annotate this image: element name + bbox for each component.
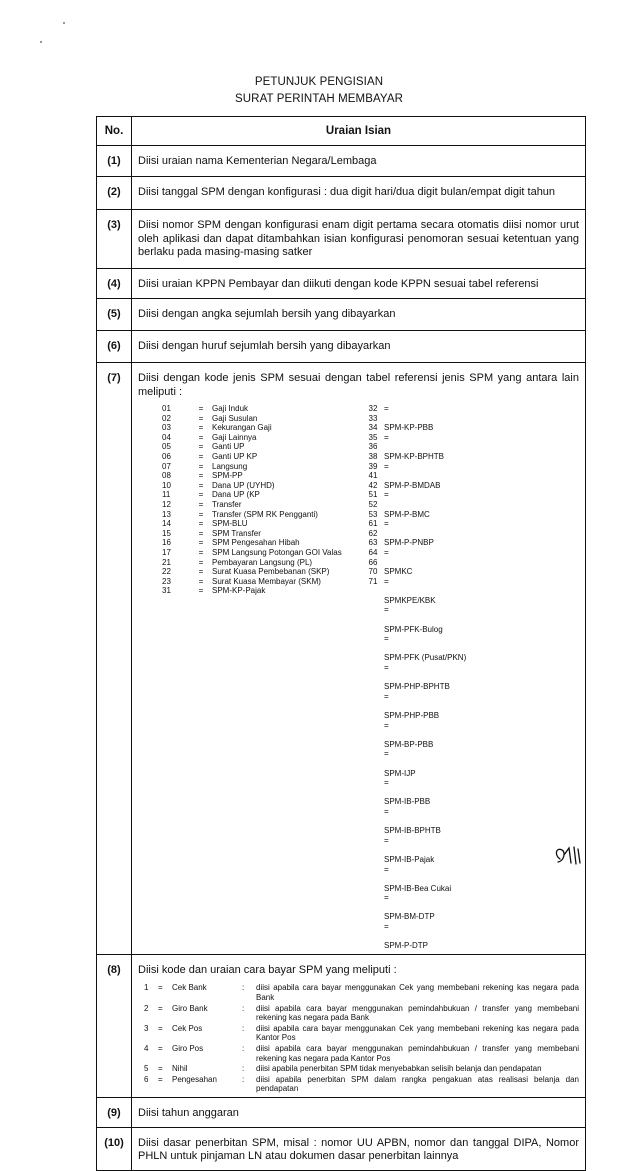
spm-code: 64 [368,547,378,557]
spm-name [384,836,554,865]
spm-code: 07 [162,461,171,471]
spm-name-text: SPM-BP-PBB [384,739,434,749]
equals-sign: = [384,893,389,903]
pay-name: Giro Bank [172,1003,208,1013]
spm-code: 53 [368,509,378,519]
pay-code: 1 [144,983,149,993]
spm-name: SPM-KP-Pajak [212,586,266,596]
pay-desc: diisi apabila cara bayar menggunakan Cek yang membebani rekening kas negara pada Bank [256,983,579,1002]
equals-sign: = [198,499,204,509]
equals-sign: = [384,547,389,557]
spm-code: 34 [368,423,378,433]
spm-name-text: SPM-PHP-BPHTB [384,682,450,692]
spm-name-text: SPM-PHP-PBB [384,711,440,720]
equals-sign: = [198,413,204,423]
spm-name: SPM Transfer [212,528,261,538]
spm-code: 36 [368,442,378,452]
equals-sign: = [384,432,389,442]
pay-desc: diisi apabila cara bayar menggunakan pemindahbukuan / transfer yang membebani rekening kas negara pada Bank [256,1003,579,1023]
equals-sign: = [198,557,204,567]
equals-sign: = [158,1043,163,1053]
spm-name [384,634,554,663]
spm-name [384,721,554,750]
spm-name-text: SPM-BM-DTP [384,912,435,922]
spm-name [384,404,554,433]
table-row [97,363,586,955]
pay-code: 5 [144,1064,149,1074]
equals-sign: = [198,528,204,538]
spm-name [384,605,554,634]
spm-codes-right-code-col [362,404,384,951]
spm-code: 41 [368,471,378,481]
spm-name-text: SPM-IB-Pajak [384,854,435,864]
row-text: Diisi kode dan uraian cara bayar SPM yang meliputi : [138,963,397,976]
colon: : [242,1043,245,1053]
equals-sign: = [384,835,389,845]
spm-name [384,749,554,778]
equals-sign: = [198,471,204,481]
spm-code: 11 [162,490,171,500]
table-row [97,210,586,269]
table-row [97,146,586,177]
spm-code: 70 [368,567,378,577]
spm-name: Gaji Induk [212,404,249,413]
equals-sign: = [198,480,204,490]
pay-code: 4 [144,1043,149,1053]
spm-code: 66 [368,557,378,567]
pay-name: Nihil [172,1064,188,1074]
equals-sign: = [198,509,204,519]
column-header-uraian: Uraian Isian [132,117,586,146]
spm-codes-left-eq-col [190,404,212,951]
table-row [97,331,586,363]
table-row [97,177,586,210]
equals-sign: = [384,605,389,615]
spm-code: 04 [162,432,171,442]
document-title: PETUNJUK PENGISIAN [254,76,384,88]
spm-name [384,433,554,462]
spm-code: 21 [162,557,171,567]
pay-code: 3 [144,1023,149,1033]
row-text: Diisi dengan angka sejumlah bersih yang dibayarkan [132,299,586,331]
spm-name [384,922,554,951]
equals-sign: = [384,404,389,413]
spm-name [384,692,554,721]
spm-name-text: SPM-PFK (Pusat/PKN) [384,653,467,663]
spm-name: Gaji Lainnya [212,432,257,442]
spm-code: 35 [368,432,378,442]
spm-code: 17 [162,547,171,557]
equals-sign: = [158,983,163,993]
spm-code: 38 [368,451,378,461]
spm-name [384,548,554,577]
spm-code: 05 [162,442,171,452]
spm-name-text: SPMKC [384,567,413,577]
spm-code: 03 [162,423,171,433]
spm-name: Surat Kuasa Pembebanan (SKP) [212,567,330,577]
spm-name: Surat Kuasa Membayar (SKM) [212,576,321,586]
equals-sign: = [198,519,204,529]
equals-sign: = [198,567,204,577]
table-row [97,1097,586,1127]
row-text: Diisi uraian KPPN Pembayar dan diikuti dengan kode KPPN sesuai tabel referensi [132,269,586,299]
row-number: (8) [97,954,132,1097]
spm-code: 63 [368,538,378,548]
spm-codes-right-name-col [384,404,554,951]
spm-name [384,490,554,519]
spm-code: 62 [368,528,378,538]
row-number: (3) [97,210,132,269]
spm-name-text: SPM-P-DTP [384,941,428,951]
equals-sign: = [384,691,389,701]
spm-name [384,519,554,548]
pay-desc: diisi apabila cara bayar menggunakan Cek yang membebani rekening kas negara pada Kantor Pos [256,1023,579,1043]
equals-sign: = [198,432,204,442]
spm-name: Ganti UP KP [212,451,258,461]
spm-name: SPM Langsung Potongan GOI Valas [212,547,342,557]
row-number: (6) [97,331,132,363]
spm-name-text: SPM-KP-BPHTB [384,451,445,461]
spm-codes-left-name-col [212,404,362,951]
equals-sign: = [384,749,389,759]
equals-sign: = [384,720,389,730]
spm-code: 52 [368,499,378,509]
spm-name: Gaji Susulan [212,413,258,423]
equals-sign: = [198,547,204,557]
equals-sign: = [384,634,389,644]
scan-speck [63,22,65,24]
document-subtitle: SURAT PERINTAH MEMBAYAR [234,93,403,105]
pay-name: Giro Pos [172,1043,204,1053]
spm-code-list [138,404,579,951]
row-text: Diisi dasar penerbitan SPM, misal : nomor UU APBN, nomor dan tanggal DIPA, Nomor PHLN untuk pinjaman LN atau dokumen dasar penerbitan lainnya [132,1127,586,1170]
colon: : [242,983,245,993]
instructions-table [96,116,586,1171]
column-header-no: No. [97,117,132,146]
spm-name: Dana UP (KP [212,490,260,500]
table-row [97,1127,586,1170]
equals-sign: = [158,1003,163,1013]
row-text-cell [132,954,586,1097]
pay-code: 2 [144,1003,149,1013]
initials-signature [550,843,584,869]
colon: : [242,1064,245,1074]
colon: : [242,1023,245,1033]
spm-name-text: SPM-PFK-Bulog [384,624,443,634]
row-number: (9) [97,1097,132,1127]
pay-name: Pengesahan [172,1074,217,1084]
spm-code: 02 [162,413,171,423]
equals-sign: = [198,423,204,433]
row-number: (5) [97,299,132,331]
spm-name-text: SPM-IJP [384,768,416,778]
spm-name-text: SPM-P-BMC [384,509,430,519]
row-number: (4) [97,269,132,299]
spm-name-text: SPM-IB-Bea Cukai [384,883,452,893]
equals-sign: = [198,490,204,500]
spm-name-text: SPM-KP-PBB [384,423,434,433]
spm-code: 16 [162,538,171,548]
spm-code: 06 [162,451,171,461]
spm-name: Transfer (SPM RK Pengganti) [212,509,318,519]
table-row [97,269,586,299]
equals-sign: = [198,586,204,596]
spm-name: Pembayaran Langsung (PL) [212,557,313,567]
equals-sign: = [384,806,389,816]
equals-sign: = [384,922,389,932]
spm-name [384,778,554,807]
equals-sign: = [198,576,204,586]
equals-sign: = [158,1023,163,1033]
equals-sign: = [198,461,204,471]
scan-speck [40,41,42,43]
equals-sign: = [384,576,389,586]
table-row [97,299,586,331]
spm-code: 13 [162,509,171,519]
spm-name: Langsung [212,461,248,471]
spm-code: 39 [368,461,378,471]
row-text: Diisi nomor SPM dengan konfigurasi enam digit pertama secara otomatis diisi nomor urut oleh aplikasi dan dapat ditambahkan isian konfigurasi penomoran sesuai ketentuan yang berlaku pada masing-masing satker [132,210,586,269]
spm-code: 32 [368,404,378,413]
spm-code: 22 [162,567,171,577]
spm-name: SPM-PP [212,471,243,481]
spm-code: 31 [162,586,171,596]
spm-code: 71 [368,576,378,586]
spm-code: 01 [162,404,171,413]
row-number: (1) [97,146,132,177]
equals-sign: = [384,663,389,673]
equals-sign: = [198,451,204,461]
colon: : [242,1074,245,1084]
spm-name [384,865,554,894]
spm-name [384,893,554,922]
spm-name: SPM-BLU [212,519,248,529]
row-number: (2) [97,177,132,210]
row-text: Diisi tahun anggaran [132,1097,586,1127]
spm-name: Kekurangan Gaji [212,423,272,433]
equals-sign: = [198,442,204,452]
spm-code: 33 [368,413,378,423]
row-text-cell [132,363,586,955]
table-row [97,954,586,1097]
spm-code: 10 [162,480,171,490]
spm-name-text: SPM-P-PNBP [384,538,434,548]
pay-desc: diisi apabila penerbitan SPM dalam rangka pengakuan atas realisasi belanja dan pendapatan [256,1074,579,1094]
spm-name [384,577,554,606]
spm-name [384,807,554,836]
equals-sign: = [384,490,389,500]
pay-method-list [138,983,579,1094]
spm-name: Dana UP (UYHD) [212,480,275,490]
equals-sign: = [384,864,389,874]
spm-name [384,462,554,491]
row-number: (10) [97,1127,132,1170]
pay-name: Cek Pos [172,1023,203,1033]
equals-sign: = [198,404,204,413]
spm-codes-left-code-col [138,404,190,951]
row-text: Diisi dengan kode jenis SPM sesuai dengan tabel referensi jenis SPM yang antara lain meliputi : [138,372,579,398]
spm-code: 51 [368,490,378,500]
spm-code: 61 [368,519,378,529]
spm-name-text: SPM-IB-BPHTB [384,826,441,836]
colon: : [242,1003,245,1013]
row-text: Diisi dengan huruf sejumlah bersih yang dibayarkan [132,331,586,363]
spm-code: 08 [162,471,171,481]
pay-desc: diisi apabila cara bayar menggunakan pemindahbukuan / transfer yang membebani rekening kas negara pada Kantor Pos [256,1043,579,1063]
table-header-row [97,117,586,146]
equals-sign: = [384,778,389,788]
spm-code: 42 [368,480,378,490]
equals-sign: = [158,1074,163,1084]
spm-code: 12 [162,499,171,509]
spm-name: SPM Pengesahan Hibah [212,538,300,548]
spm-name [384,663,554,692]
spm-code: 15 [162,528,171,538]
equals-sign: = [384,519,389,529]
pay-name: Cek Bank [172,983,207,993]
spm-name: Ganti UP [212,442,245,452]
row-text: Diisi uraian nama Kementerian Negara/Lembaga [132,146,586,177]
pay-code: 6 [144,1074,149,1084]
spm-code: 23 [162,576,171,586]
row-number: (7) [97,363,132,955]
spm-code: 14 [162,519,171,529]
row-text: Diisi tanggal SPM dengan konfigurasi : dua digit hari/dua digit bulan/empat digit tahun [132,177,586,210]
spm-name: Transfer [212,499,242,509]
equals-sign: = [384,461,389,471]
spm-name-text: SPM-P-BMDAB [384,480,441,490]
spm-name-text: SPMKPE/KBK [384,595,436,605]
equals-sign: = [158,1064,163,1074]
pay-desc: diisi apabila penerbitan SPM tidak menyebabkan selisih belanja dan pendapatan [256,1064,542,1074]
equals-sign: = [198,538,204,548]
spm-name-text: SPM-IB-PBB [384,797,431,807]
